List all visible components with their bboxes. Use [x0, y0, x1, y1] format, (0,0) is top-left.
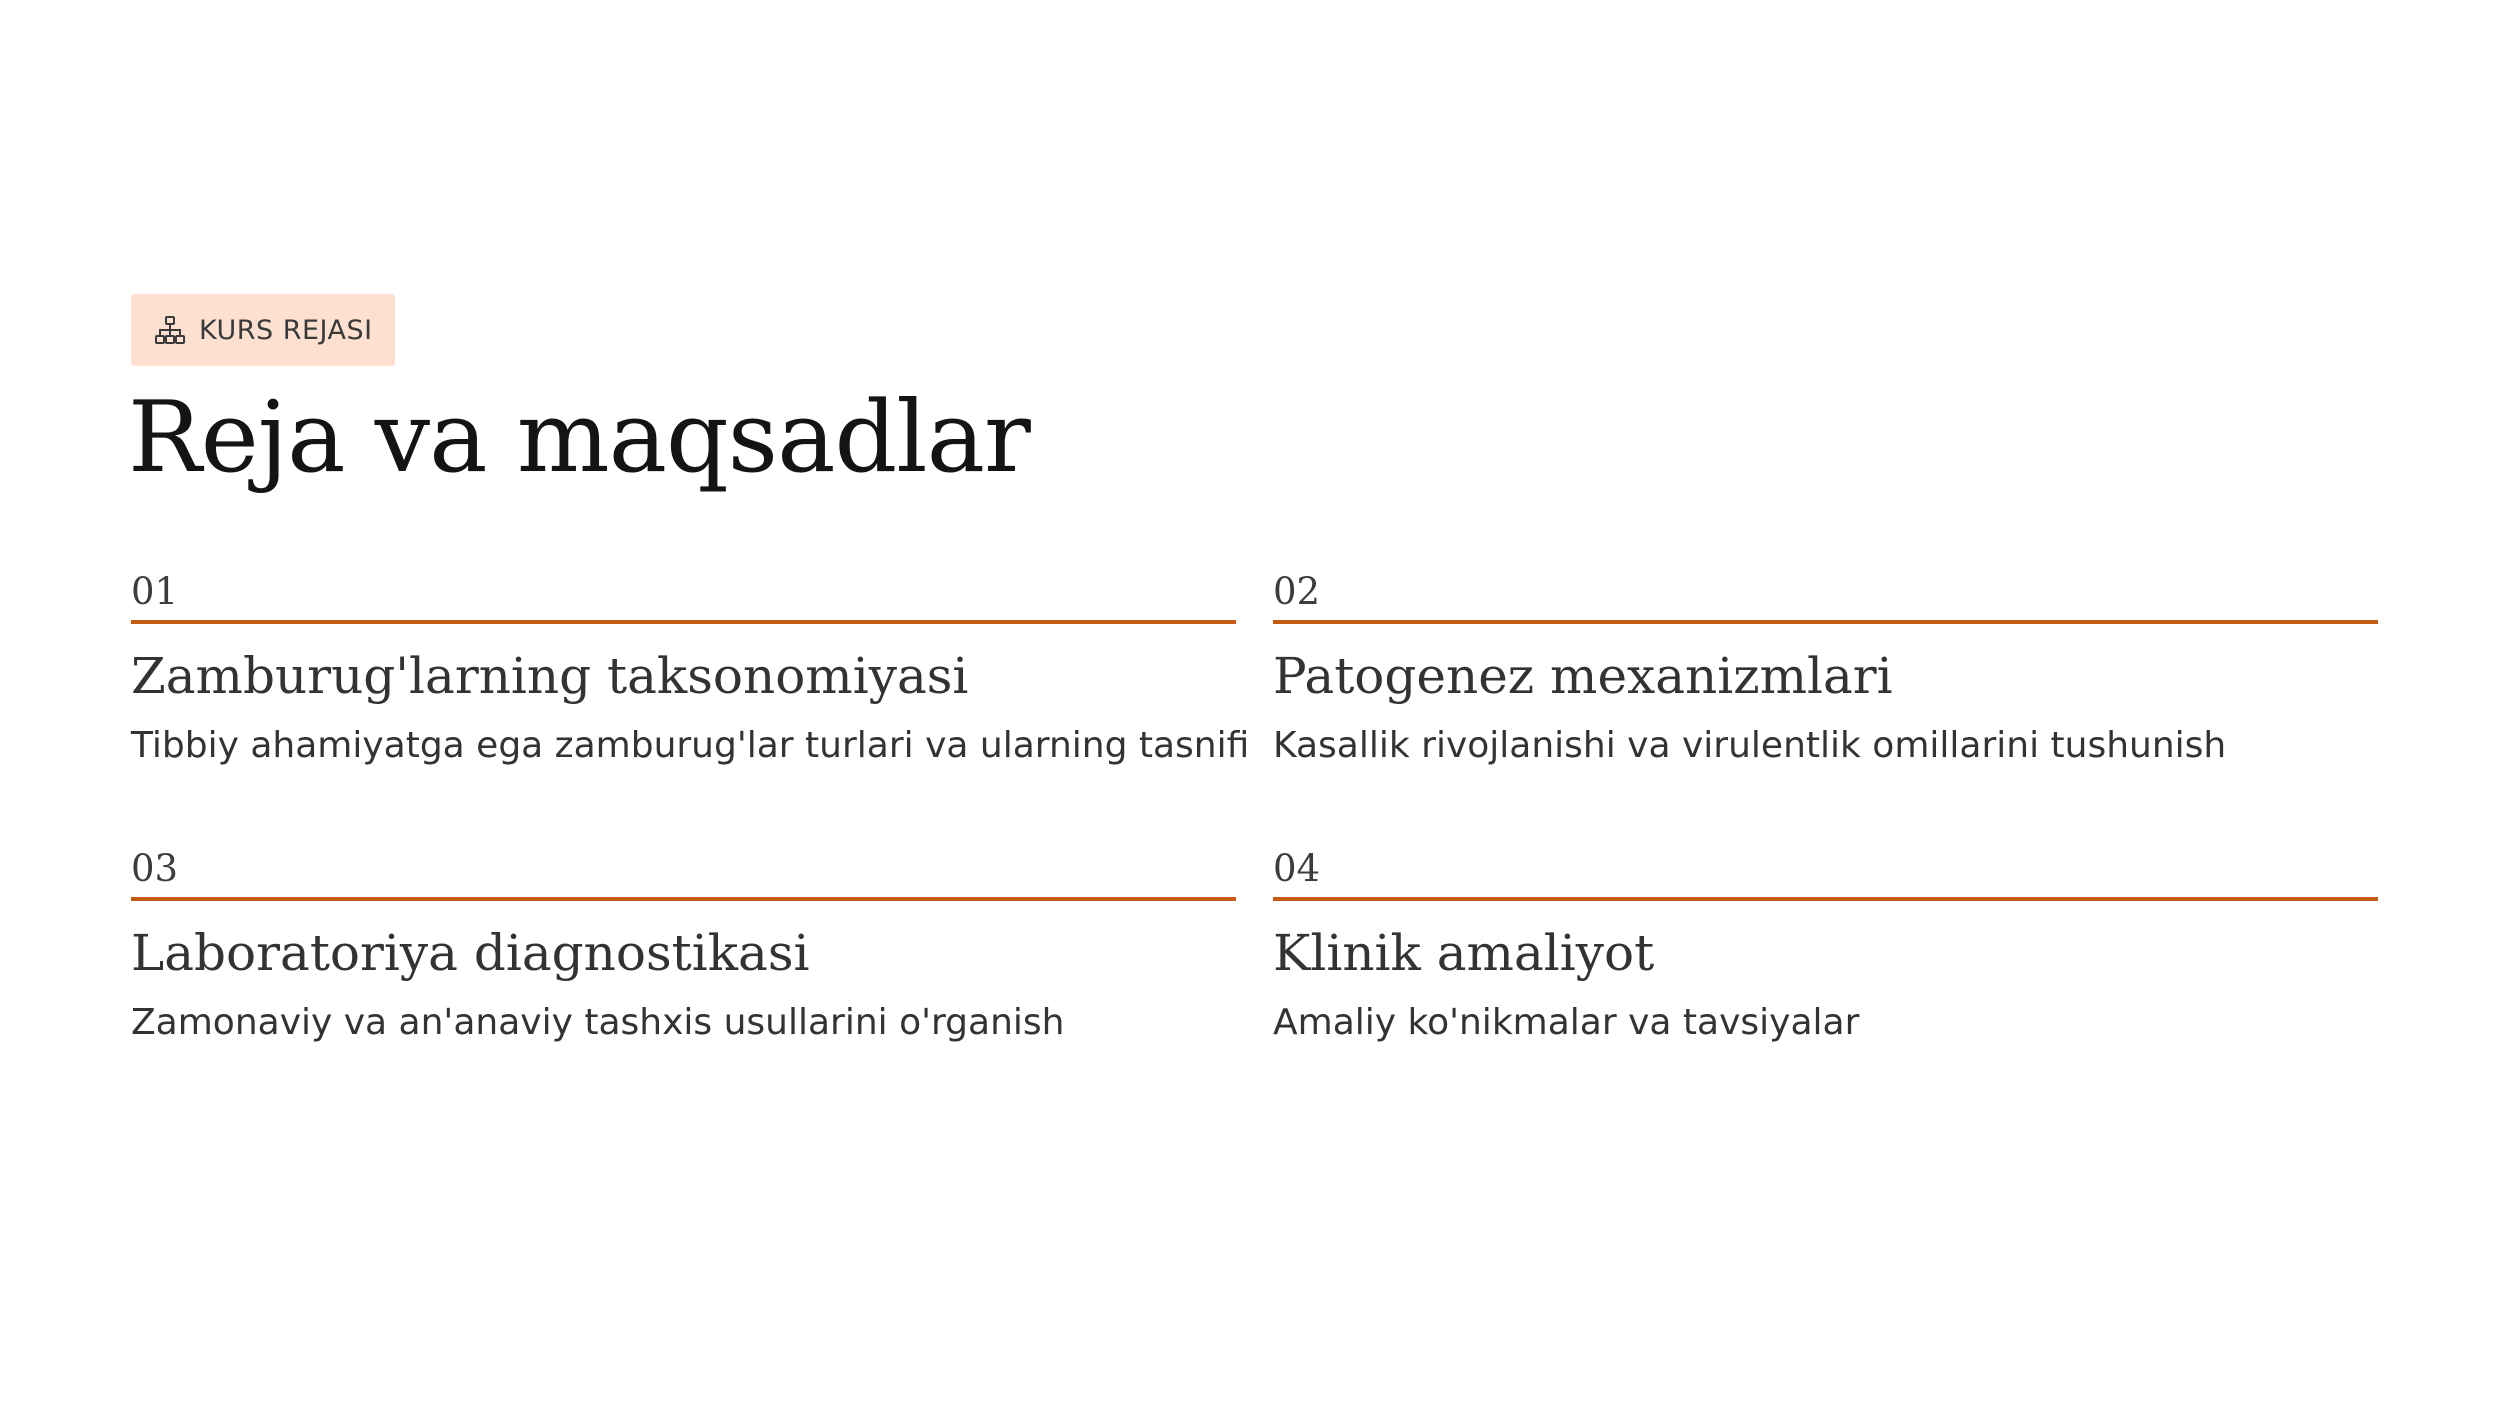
- divider: [131, 897, 1236, 901]
- section-badge: [131, 294, 395, 366]
- badge-label: KURS REJASI: [199, 314, 373, 346]
- objective-item: [1273, 837, 2378, 1044]
- sitemap-icon: [153, 313, 187, 347]
- objective-heading: Zamburug'larning taksonomiyasi: [131, 647, 969, 705]
- objective-number: 04: [1273, 847, 1321, 891]
- objective-item: [131, 837, 1236, 1044]
- objective-description: Kasallik rivojlanishi va virulentlik omillarini tushunish: [1273, 725, 2227, 766]
- objective-number: 01: [131, 570, 179, 613]
- page-title: Reja va maqsadlar: [128, 381, 1030, 495]
- divider: [1273, 620, 2378, 624]
- objective-heading: Klinik amaliyot: [1273, 924, 1655, 983]
- objective-item: [131, 560, 1250, 767]
- divider: [1273, 897, 2378, 901]
- objective-heading: Patogenez mexanizmlari: [1273, 647, 1893, 705]
- objective-number: 02: [1273, 570, 1321, 613]
- objectives-grid: [131, 560, 2378, 1044]
- objective-description: Amaliy ko'nikmalar va tavsiyalar: [1273, 1002, 1860, 1044]
- objective-description: Tibbiy ahamiyatga ega zamburug'lar turlari va ularning tasnifi: [131, 725, 1250, 766]
- objective-description: Zamonaviy va an'anaviy tashxis usullarini o'rganish: [131, 1002, 1065, 1044]
- objective-number: 03: [131, 847, 179, 891]
- divider: [131, 620, 1236, 624]
- objective-item: [1273, 560, 2378, 767]
- objective-heading: Laboratoriya diagnostikasi: [131, 924, 810, 983]
